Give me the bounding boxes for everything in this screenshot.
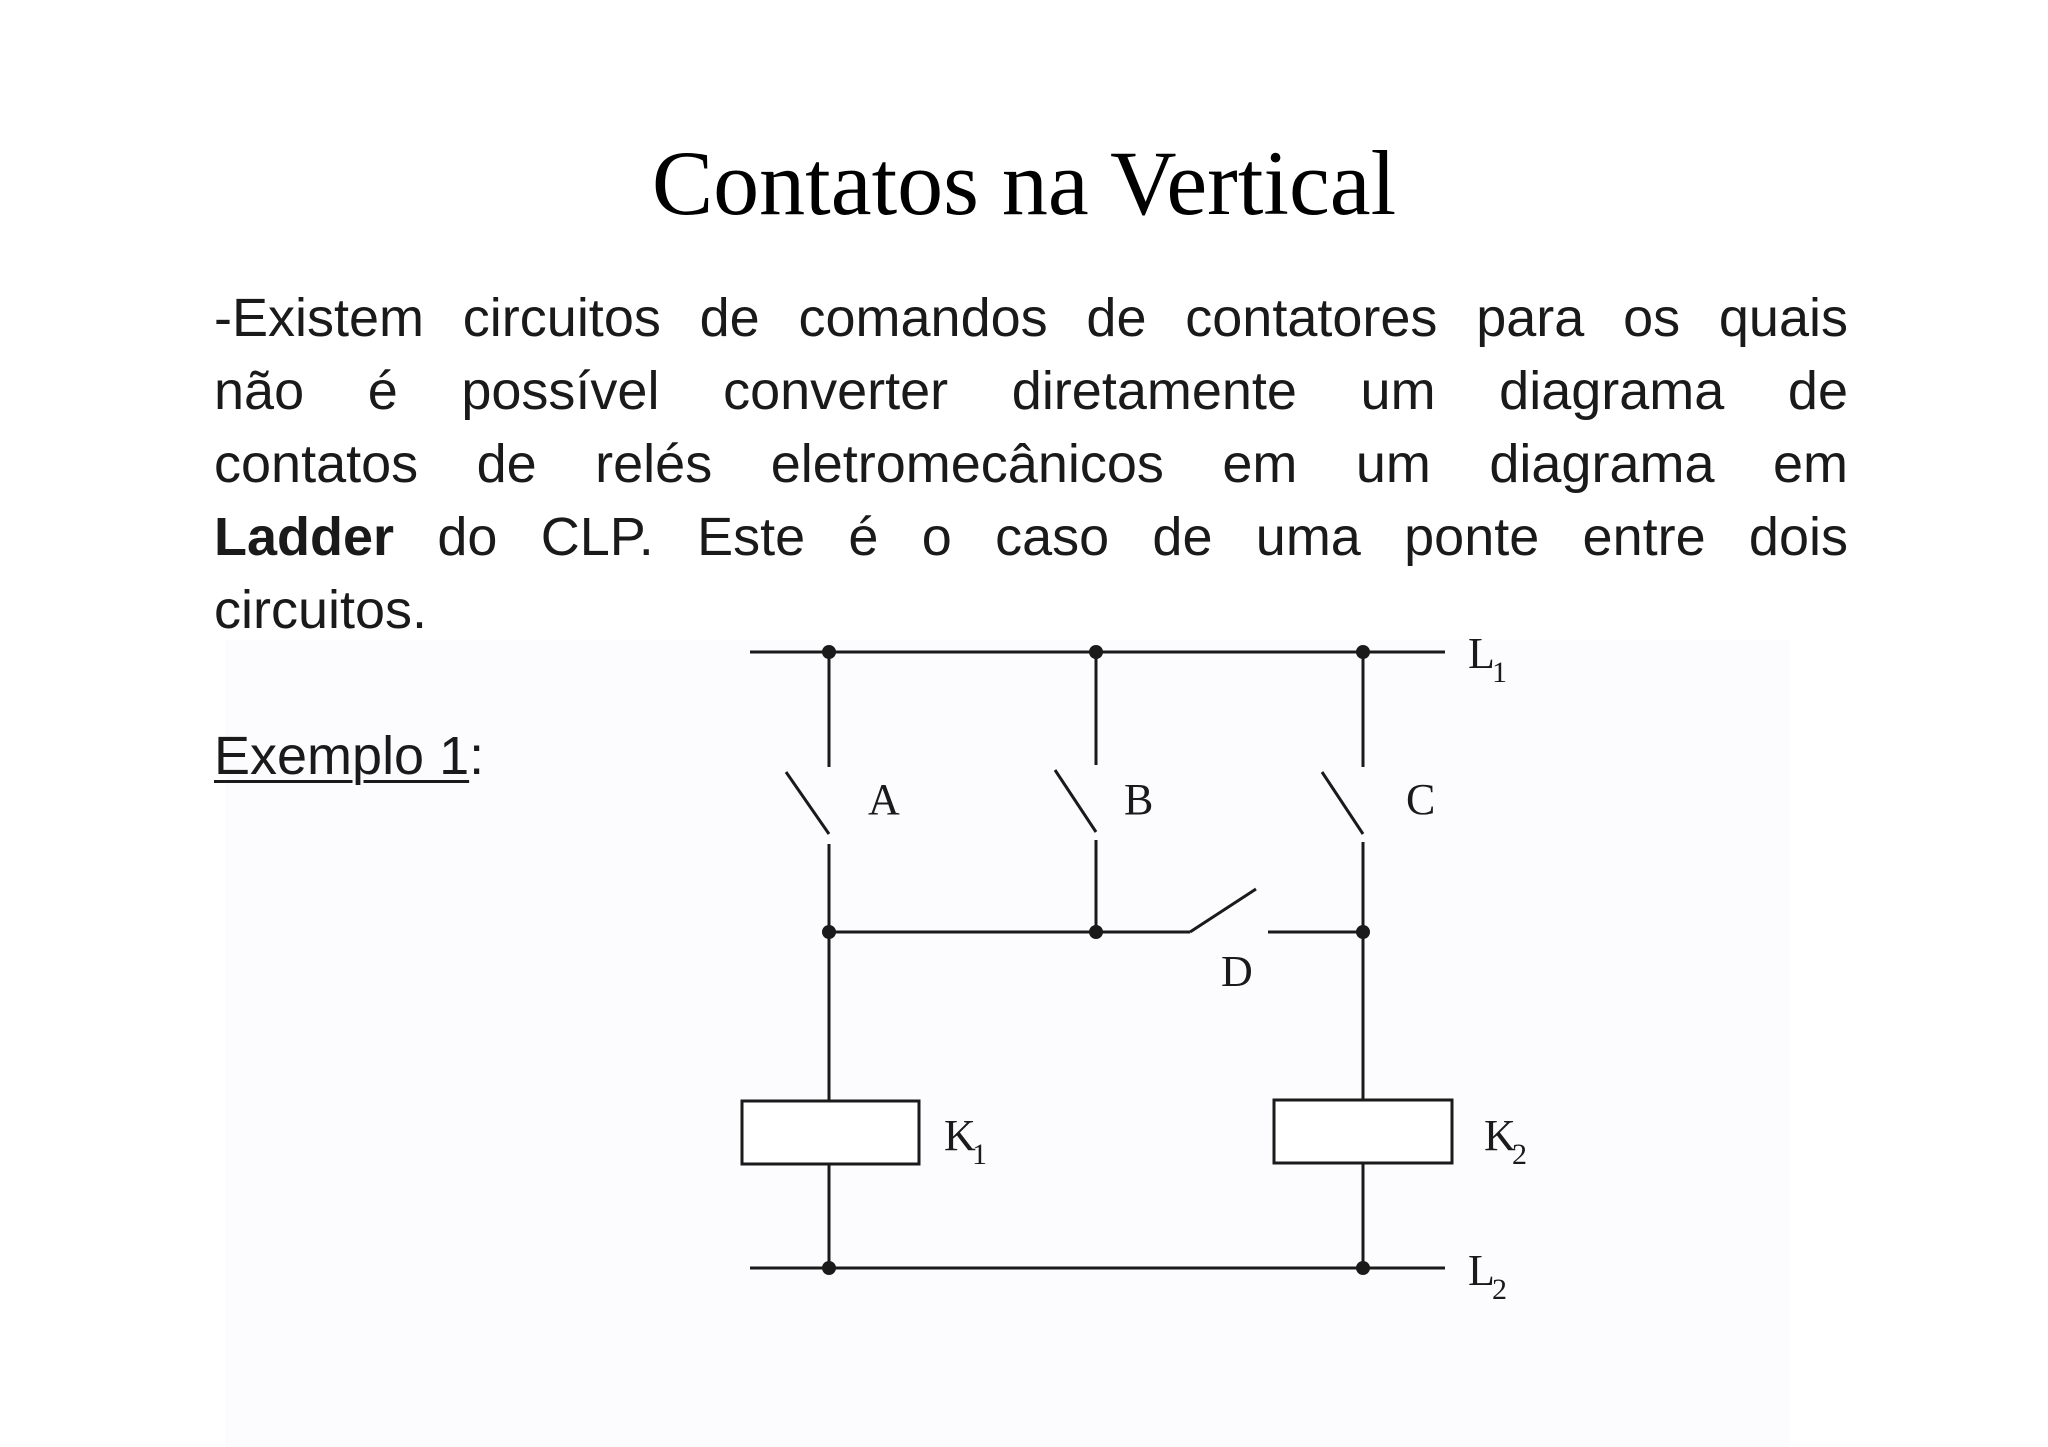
node-l2-c bbox=[1356, 1261, 1370, 1275]
contact-c-blade bbox=[1322, 772, 1363, 834]
contact-c-label: C bbox=[1406, 775, 1436, 824]
paragraph-line-2: não é possível converter diretamente um diagrama de bbox=[214, 361, 1848, 421]
node-l1-a bbox=[822, 645, 836, 659]
paragraph-line-4-rest: do CLP. Este é o caso de uma ponte entre dois bbox=[394, 507, 1848, 567]
rail-l1-subscript: 1 bbox=[1492, 656, 1507, 689]
node-bridge-a bbox=[822, 925, 836, 939]
rail-l1-label: L bbox=[1468, 629, 1495, 678]
slide-title: Contatos na Vertical bbox=[651, 132, 1397, 234]
rail-l2-label: L bbox=[1468, 1246, 1495, 1295]
node-bridge-c bbox=[1356, 925, 1370, 939]
coil-k2-label: K bbox=[1484, 1111, 1516, 1160]
contact-a-label: A bbox=[868, 775, 900, 824]
contact-d-label: D bbox=[1221, 947, 1253, 996]
contact-b-blade bbox=[1055, 770, 1096, 832]
example-label-text: Exemplo 1 bbox=[214, 726, 470, 786]
paragraph-line-3: contatos de relés eletromecânicos em um diagrama em bbox=[214, 434, 1848, 494]
coil-k2 bbox=[1274, 1100, 1452, 1163]
contact-a-blade bbox=[786, 772, 829, 834]
node-bridge-b bbox=[1089, 925, 1103, 939]
node-l2-a bbox=[822, 1261, 836, 1275]
rail-l2-subscript: 2 bbox=[1492, 1273, 1507, 1306]
coil-k2-subscript: 2 bbox=[1512, 1138, 1527, 1171]
paragraph-line-1: -Existem circuitos de comandos de contatores para os quais bbox=[214, 288, 1848, 348]
contact-d-blade bbox=[1190, 889, 1256, 932]
coil-k1-label: K bbox=[944, 1111, 976, 1160]
coil-k1 bbox=[742, 1101, 919, 1164]
paragraph-line-5: circuitos. bbox=[214, 580, 428, 640]
node-l1-c bbox=[1356, 645, 1370, 659]
example-label-colon: : bbox=[469, 726, 485, 786]
contact-b-label: B bbox=[1124, 775, 1154, 824]
coil-k1-subscript: 1 bbox=[972, 1138, 987, 1171]
node-l1-b bbox=[1089, 645, 1103, 659]
ladder-term: Ladder bbox=[214, 507, 395, 567]
